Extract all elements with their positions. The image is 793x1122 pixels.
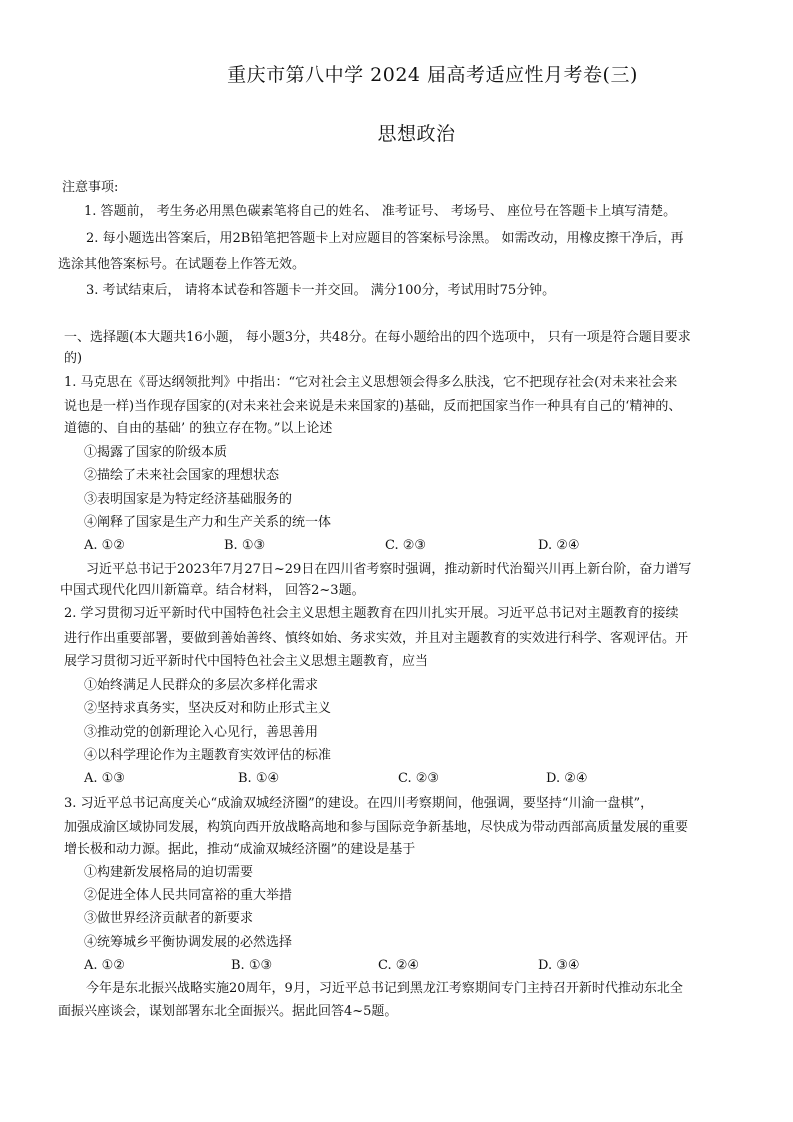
q1-stem: 1. 马克思在《哥达纲领批判》中指出：“它对社会主义思想领会得多么肤浅，它不把现存社会(对未来社会来 — [64, 375, 678, 390]
notice-item: 选涂其他答案标号。在试题卷上作答无效。 — [58, 257, 306, 272]
q2-option-d[interactable]: D. ②④ — [546, 771, 588, 786]
notice-heading: 注意事项: — [62, 180, 119, 195]
q1-item: ①揭露了国家的阶级本质 — [84, 445, 228, 460]
q3-options — [0, 958, 793, 976]
section-heading: 的) — [64, 351, 83, 366]
q3-option-b[interactable]: B. ①③ — [231, 958, 273, 973]
q3-option-c[interactable]: C. ②④ — [378, 958, 420, 973]
q3-option-d[interactable]: D. ③④ — [538, 958, 580, 973]
q3-stem: 增长极和动力源。据此，推动“成渝双城经济圈”的建设是基于 — [64, 842, 416, 857]
section-heading: 一、选择题(本大题共16小题， 每小题3分，共48分。在每小题给出的四个选项中， 只有一项是符合题目要求 — [64, 330, 691, 345]
exam-title: 重庆市第八中学 2024 届高考适应性月考卷(三) — [227, 64, 638, 86]
material-text: 习近平总书记于2023年7月27日~29日在四川省考察时强调，推动新时代治蜀兴川再上新台阶，奋力谱写 — [86, 562, 692, 577]
subject-title: 思想政治 — [377, 123, 456, 145]
notice-item: 3. 考试结束后， 请将本试卷和答题卡一并交回。 满分100分，考试用时75分钟。 — [86, 283, 556, 298]
q1-stem: 说也是一样)当作现存国家的(对未来社会来说是未来国家的)基础，反而把国家当作一种具有自己的‘精神的、 — [64, 399, 682, 414]
q2-options — [0, 771, 793, 789]
q2-stem: 进行作出重要部署，要做到善始善终、慎终如始、务求实效，并且对主题教育的实效进行科学、客观评估。开 — [64, 631, 689, 646]
q1-option-b[interactable]: B. ①③ — [224, 538, 266, 553]
q3-stem: 加强成渝区域协同发展，构筑向西开放战略高地和参与国际竞争新基地，尽快成为带动西部高质量发展的重要 — [64, 820, 689, 835]
q2-option-b[interactable]: B. ①④ — [238, 771, 280, 786]
q2-item: ③推动党的创新理论入心见行，善思善用 — [84, 725, 319, 740]
q1-item: ④阐释了国家是生产力和生产关系的统一体 — [84, 515, 332, 530]
q2-stem: 2. 学习贯彻习近平新时代中国特色社会主义思想主题教育在四川扎实开展。习近平总书记对主题教育的接续 — [64, 606, 679, 621]
q1-option-a[interactable]: A. ①② — [84, 538, 125, 553]
q1-option-d[interactable]: D. ②④ — [538, 538, 580, 553]
q2-option-c[interactable]: C. ②③ — [398, 771, 440, 786]
q3-option-a[interactable]: A. ①② — [84, 958, 125, 973]
notice-item: 2. 每小题选出答案后，用2B铅笔把答题卡上对应题目的答案标号涂黑。 如需改动，用橡皮擦干净后，再 — [86, 231, 684, 246]
q1-stem: 道德的、自由的基础’ 的独立存在物。”以上论述 — [64, 421, 333, 436]
q1-item: ②描绘了未来社会国家的理想状态 — [84, 468, 280, 483]
q1-option-c[interactable]: C. ②③ — [385, 538, 427, 553]
q3-item: ②促进全体人民共同富裕的重大举措 — [84, 888, 293, 903]
q3-item: ①构建新发展格局的迫切需要 — [84, 865, 254, 880]
q1-item: ③表明国家是为特定经济基础服务的 — [84, 492, 293, 507]
material-text: 面振兴座谈会，谋划部署东北全面振兴。据此回答4~5题。 — [58, 1004, 398, 1019]
q2-item: ④以科学理论作为主题教育实效评估的标准 — [84, 748, 332, 763]
material-text: 中国式现代化四川新篇章。结合材料， 回答2~3题。 — [60, 583, 365, 598]
q2-item: ②坚持求真务实，坚决反对和防止形式主义 — [84, 701, 332, 716]
q1-options — [0, 538, 793, 556]
q3-item: ④统筹城乡平衡协调发展的必然选择 — [84, 935, 293, 950]
notice-item: 1. 答题前， 考生务必用黑色碳素笔将自己的姓名、 准考证号、 考场号、 座位号在答题卡上填写清楚。 — [84, 204, 677, 219]
q3-stem: 3. 习近平总书记高度关心“成渝双城经济圈”的建设。在四川考察期间，他强调，要坚持“川渝一盘棋”， — [64, 796, 654, 811]
q2-option-a[interactable]: A. ①③ — [84, 771, 125, 786]
q3-item: ③做世界经济贡献者的新要求 — [84, 911, 254, 926]
q2-stem: 展学习贯彻习近平新时代中国特色社会主义思想主题教育，应当 — [64, 654, 429, 669]
material-text: 今年是东北振兴战略实施20周年，9月，习近平总书记到黑龙江考察期间专门主持召开新时代推动东北全 — [86, 981, 683, 996]
q2-item: ①始终满足人民群众的多层次多样化需求 — [84, 678, 319, 693]
